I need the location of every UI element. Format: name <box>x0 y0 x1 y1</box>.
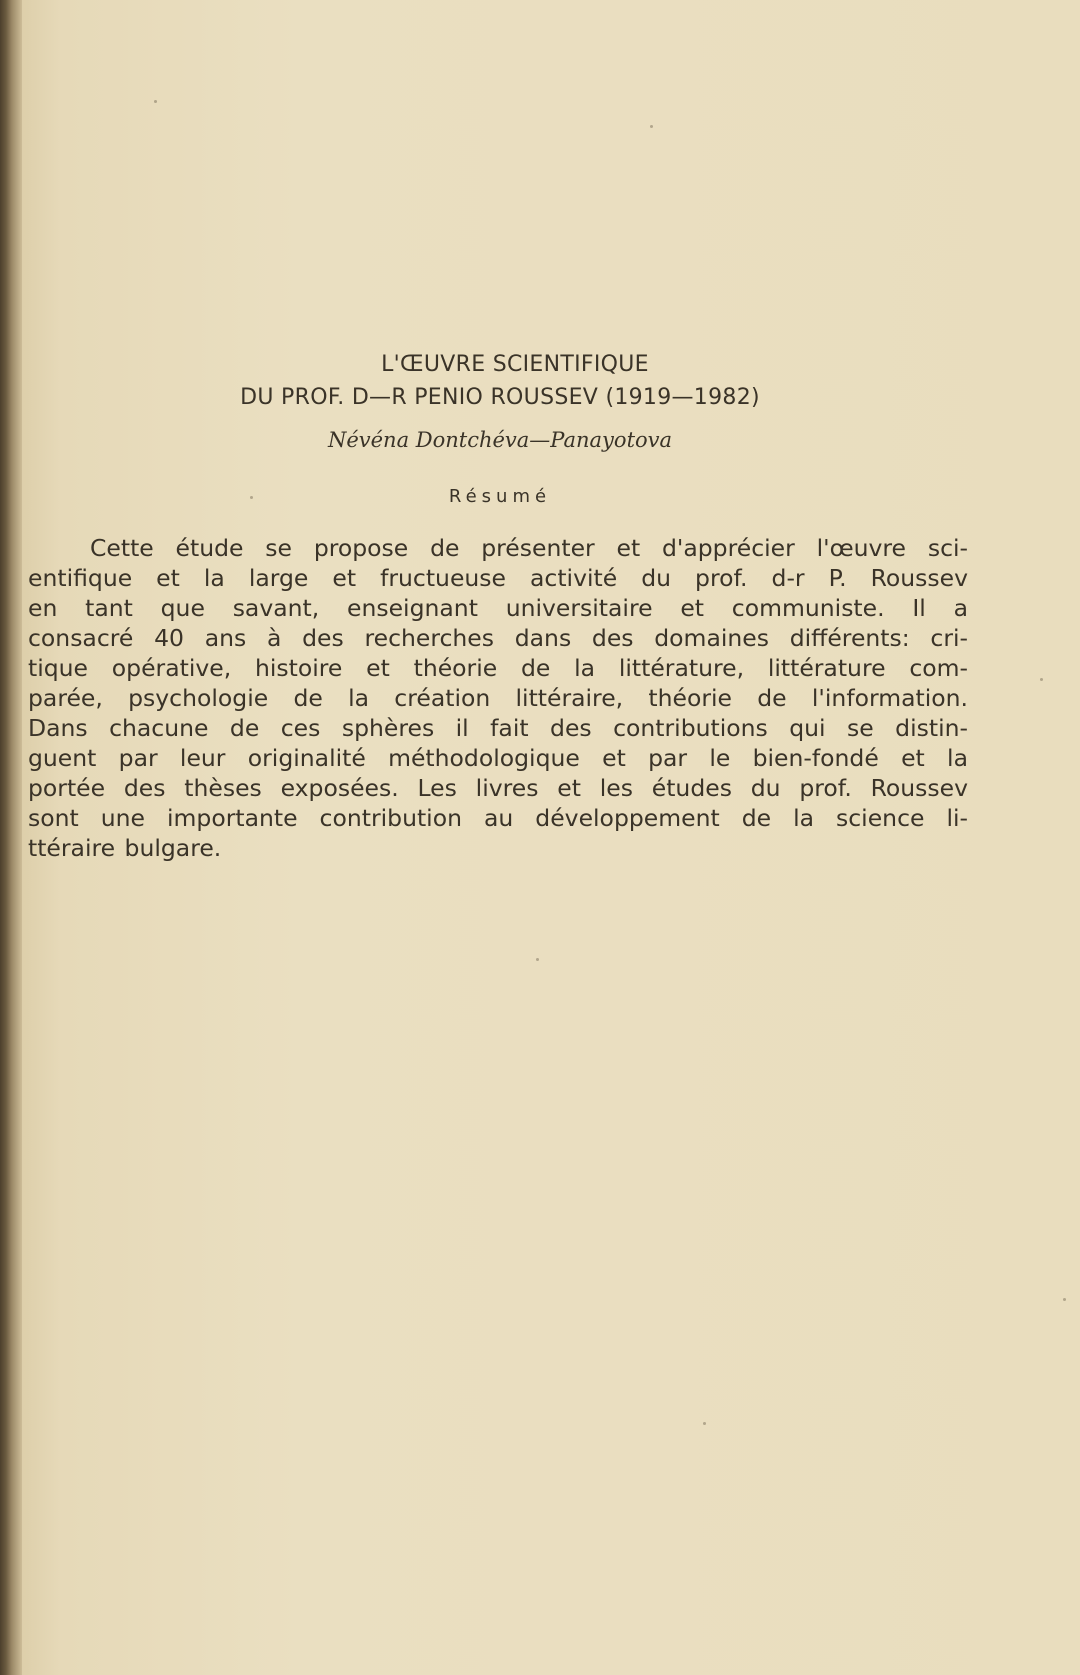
title-line-2: DU PROF. D—R PENIO ROUSSEV (1919—1982) <box>240 385 760 410</box>
abstract-line: en tant que savant, enseignant universitaire et communiste. Il a <box>28 594 968 622</box>
paper-speck <box>1040 678 1043 681</box>
book-spine-edge <box>0 0 22 1675</box>
abstract-line: guent par leur originalité méthodologique et par le bien-fondé et la <box>28 744 968 772</box>
paper-speck <box>154 100 157 103</box>
abstract-line: sont une importante contribution au développement de la science li- <box>28 804 968 832</box>
abstract-line: parée, psychologie de la création littéraire, théorie de l'information. <box>28 684 968 712</box>
abstract-line: tique opérative, histoire et théorie de la littérature, littérature com- <box>28 654 968 682</box>
abstract-line: Dans chacune de ces sphères il fait des contributions qui se distin- <box>28 714 968 742</box>
abstract-paragraph <box>28 533 968 863</box>
section-heading: Résumé <box>448 486 552 507</box>
paper-speck <box>703 1422 706 1425</box>
paper-speck <box>536 958 539 961</box>
author-name: Névéna Dontchéva—Panayotova <box>327 428 673 452</box>
title-line-1: L'ŒUVRE SCIENTIFIQUE <box>381 352 649 377</box>
paper-speck <box>1063 1298 1066 1301</box>
paper-speck <box>650 125 653 128</box>
abstract-line: ttéraire bulgare. <box>28 834 222 862</box>
abstract-line: entifique et la large et fructueuse activité du prof. d-r P. Roussev <box>28 564 968 592</box>
abstract-line: portée des thèses exposées. Les livres et les études du prof. Roussev <box>28 774 968 802</box>
article-title <box>0 348 1000 414</box>
abstract-line: Cette étude se propose de présenter et d'apprécier l'œuvre sci- <box>90 534 968 562</box>
abstract-line: consacré 40 ans à des recherches dans des domaines différents: cri- <box>28 624 968 652</box>
